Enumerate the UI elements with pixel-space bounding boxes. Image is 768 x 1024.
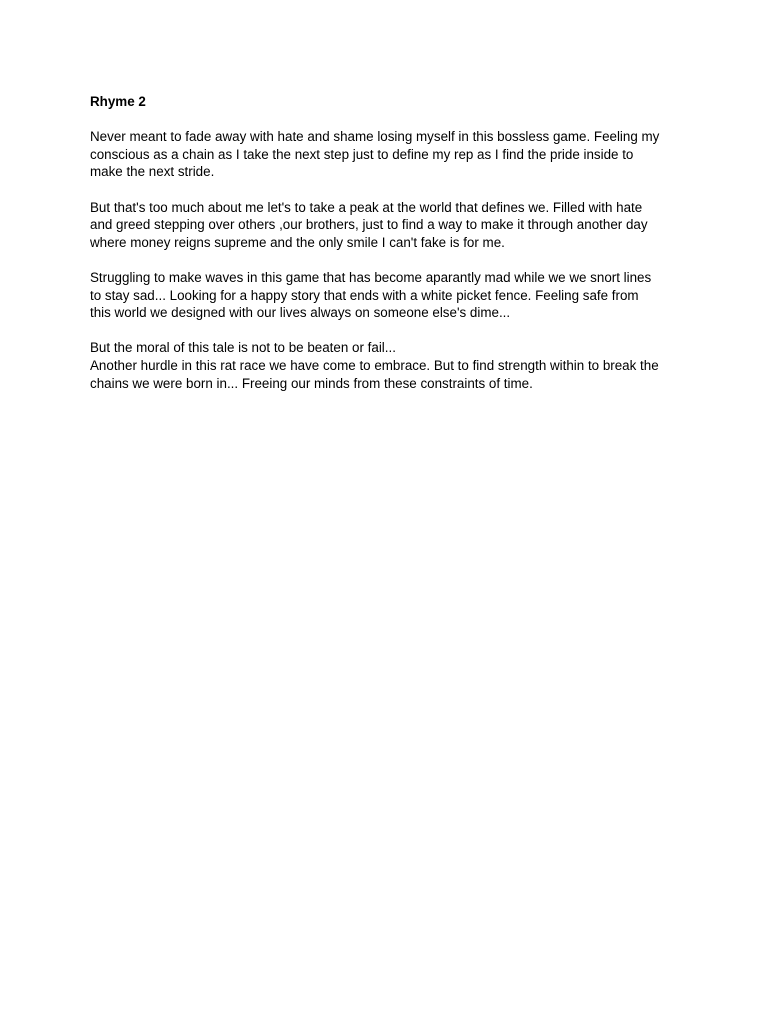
text-line: Another hurdle in this rat race we have come to embrace. But to find strength within to break the — [90, 357, 659, 373]
document-title: Rhyme 2 — [90, 94, 146, 109]
paragraph-1 — [90, 128, 690, 181]
paragraph-2 — [90, 199, 690, 252]
document-body — [90, 93, 690, 410]
text-line: chains we were born in... Freeing our minds from these constraints of time. — [90, 375, 533, 391]
text-line: where money reigns supreme and the only smile I can't fake is for me. — [90, 234, 505, 250]
text-line: conscious as a chain as I take the next step just to define my rep as I find the pride inside to — [90, 146, 634, 162]
paragraph-4 — [90, 339, 690, 392]
paragraph-3 — [90, 269, 690, 322]
text-line: this world we designed with our lives always on someone else's dime... — [90, 305, 511, 321]
text-line: Struggling to make waves in this game that has become aparantly mad while we we snort lines — [90, 269, 652, 285]
text-line: Never meant to fade away with hate and shame losing myself in this bossless game. Feeling my — [90, 129, 660, 145]
text-line: But the moral of this tale is not to be beaten or fail... — [90, 340, 396, 356]
text-line: and greed stepping over others ,our brothers, just to find a way to make it through another day — [90, 217, 648, 233]
text-line: to stay sad... Looking for a happy story that ends with a white picket fence. Feeling safe from — [90, 287, 639, 303]
text-line: make the next stride. — [90, 164, 215, 180]
text-line: But that's too much about me let's to take a peak at the world that defines we. Filled with hate — [90, 199, 643, 215]
